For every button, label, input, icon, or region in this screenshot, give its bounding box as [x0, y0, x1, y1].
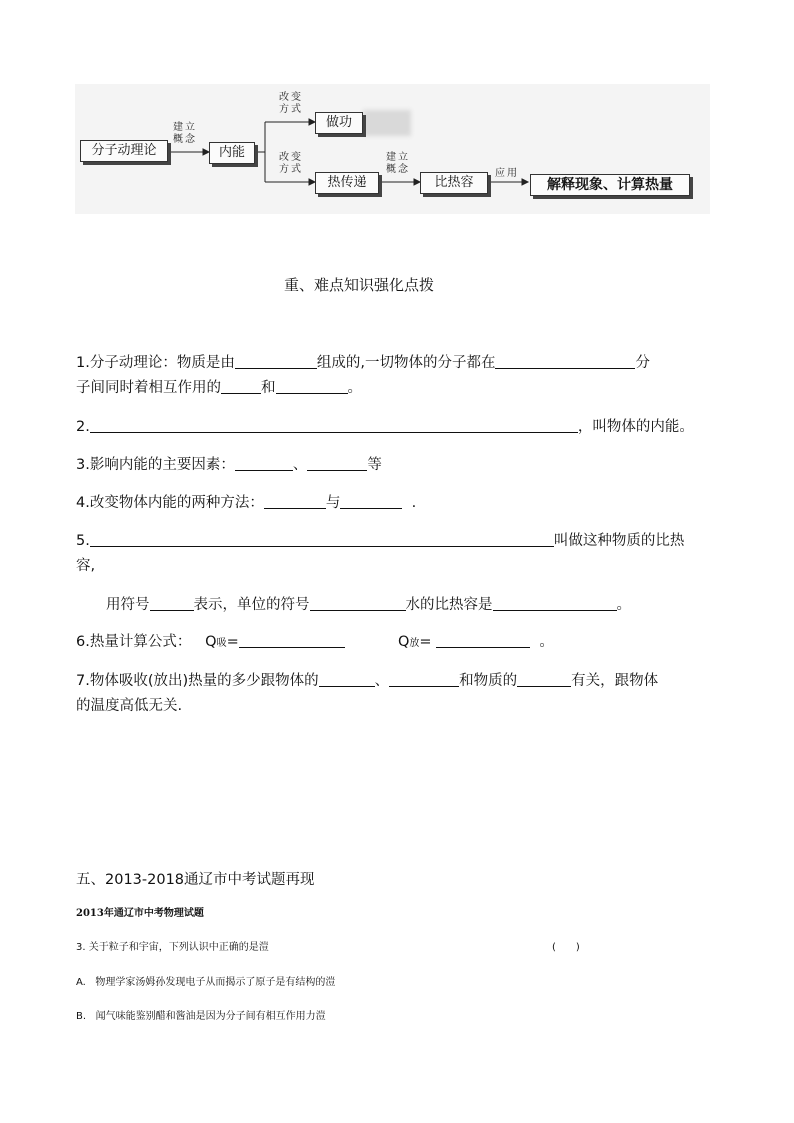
blank[interactable] [276, 378, 348, 394]
question-3: 3. 关于粒子和宇宙，下列认识中正确的是溰 [76, 942, 269, 953]
blank[interactable] [221, 378, 261, 394]
item-2: 2. ，叫物体的内能。 [76, 419, 694, 435]
heat-transfer-box: 热传递 [315, 172, 379, 194]
change-method-label-top: 改变 方式 [279, 92, 303, 115]
option-b[interactable]: B. 闻气味能鉴别醋和酱油是因为分子间有相互作用力溰 [76, 1011, 326, 1022]
blank[interactable] [90, 417, 578, 433]
molecular-theory-box: 分子动理论 [80, 140, 168, 162]
section-heading: 重、难点知识强化点拨 [284, 276, 435, 294]
item-6: 6.热量计算公式： Q吸= Q放= 。 [76, 634, 554, 650]
item-1-line-1: 1.分子动理论：物质是由 组成的,一切物体的分子都在 分 [76, 355, 650, 371]
blank[interactable] [239, 632, 345, 648]
explain-box: 解释现象、计算热量 [530, 174, 690, 196]
option-a[interactable]: A. 物理学家汤姆孙发现电子从而揭示了原子是有结构的溰 [76, 977, 336, 988]
blank[interactable] [310, 595, 406, 611]
item-3: 3.影响内能的主要因素： 、 等 [76, 457, 382, 473]
concept-diagram [75, 84, 710, 214]
item-5-line-3: 用符号 表示，单位的符号 水的比热容是 。 [106, 597, 631, 613]
blank[interactable] [235, 353, 317, 369]
blank[interactable] [493, 595, 617, 611]
blank[interactable] [264, 493, 326, 509]
blank[interactable] [90, 531, 554, 547]
apply-label: 应用 [495, 168, 519, 179]
blank[interactable] [319, 671, 375, 687]
item-1-line-2: 子间同时着相互作用的 和 。 [76, 380, 362, 396]
item-5-line-2: 容, [76, 558, 96, 574]
blank[interactable] [436, 632, 530, 648]
blank[interactable] [235, 455, 293, 471]
blank[interactable] [340, 493, 402, 509]
item-4: 4.改变物体内能的两种方法： 与 . [76, 495, 417, 511]
blank[interactable] [517, 671, 571, 687]
internal-energy-box: 内能 [209, 142, 255, 164]
section-5-subtitle: 2013年通辽市中考物理试题 [76, 908, 204, 919]
specific-heat-box: 比热容 [420, 172, 488, 194]
answer-parenthesis[interactable]: ( ) [552, 942, 580, 953]
item-7-line-2: 的温度高低无关. [76, 698, 183, 714]
section-5-title: 五、2013-2018通辽市中考试题再现 [76, 872, 315, 888]
establish-concept-label-2: 建立 概念 [386, 152, 410, 175]
establish-concept-label: 建立 概念 [173, 122, 197, 145]
blank[interactable] [150, 595, 194, 611]
change-method-label-bottom: 改变 方式 [279, 152, 303, 175]
blurred-region [363, 110, 411, 136]
item-5-line-1: 5. 叫做这种物质的比热 [76, 533, 685, 549]
work-box: 做功 [315, 112, 363, 134]
blank[interactable] [495, 353, 635, 369]
blank[interactable] [307, 455, 367, 471]
item-7-line-1: 7.物体吸收(放出)热量的多少跟物体的 、 和物质的 有关，跟物体 [76, 673, 659, 689]
blank[interactable] [389, 671, 459, 687]
